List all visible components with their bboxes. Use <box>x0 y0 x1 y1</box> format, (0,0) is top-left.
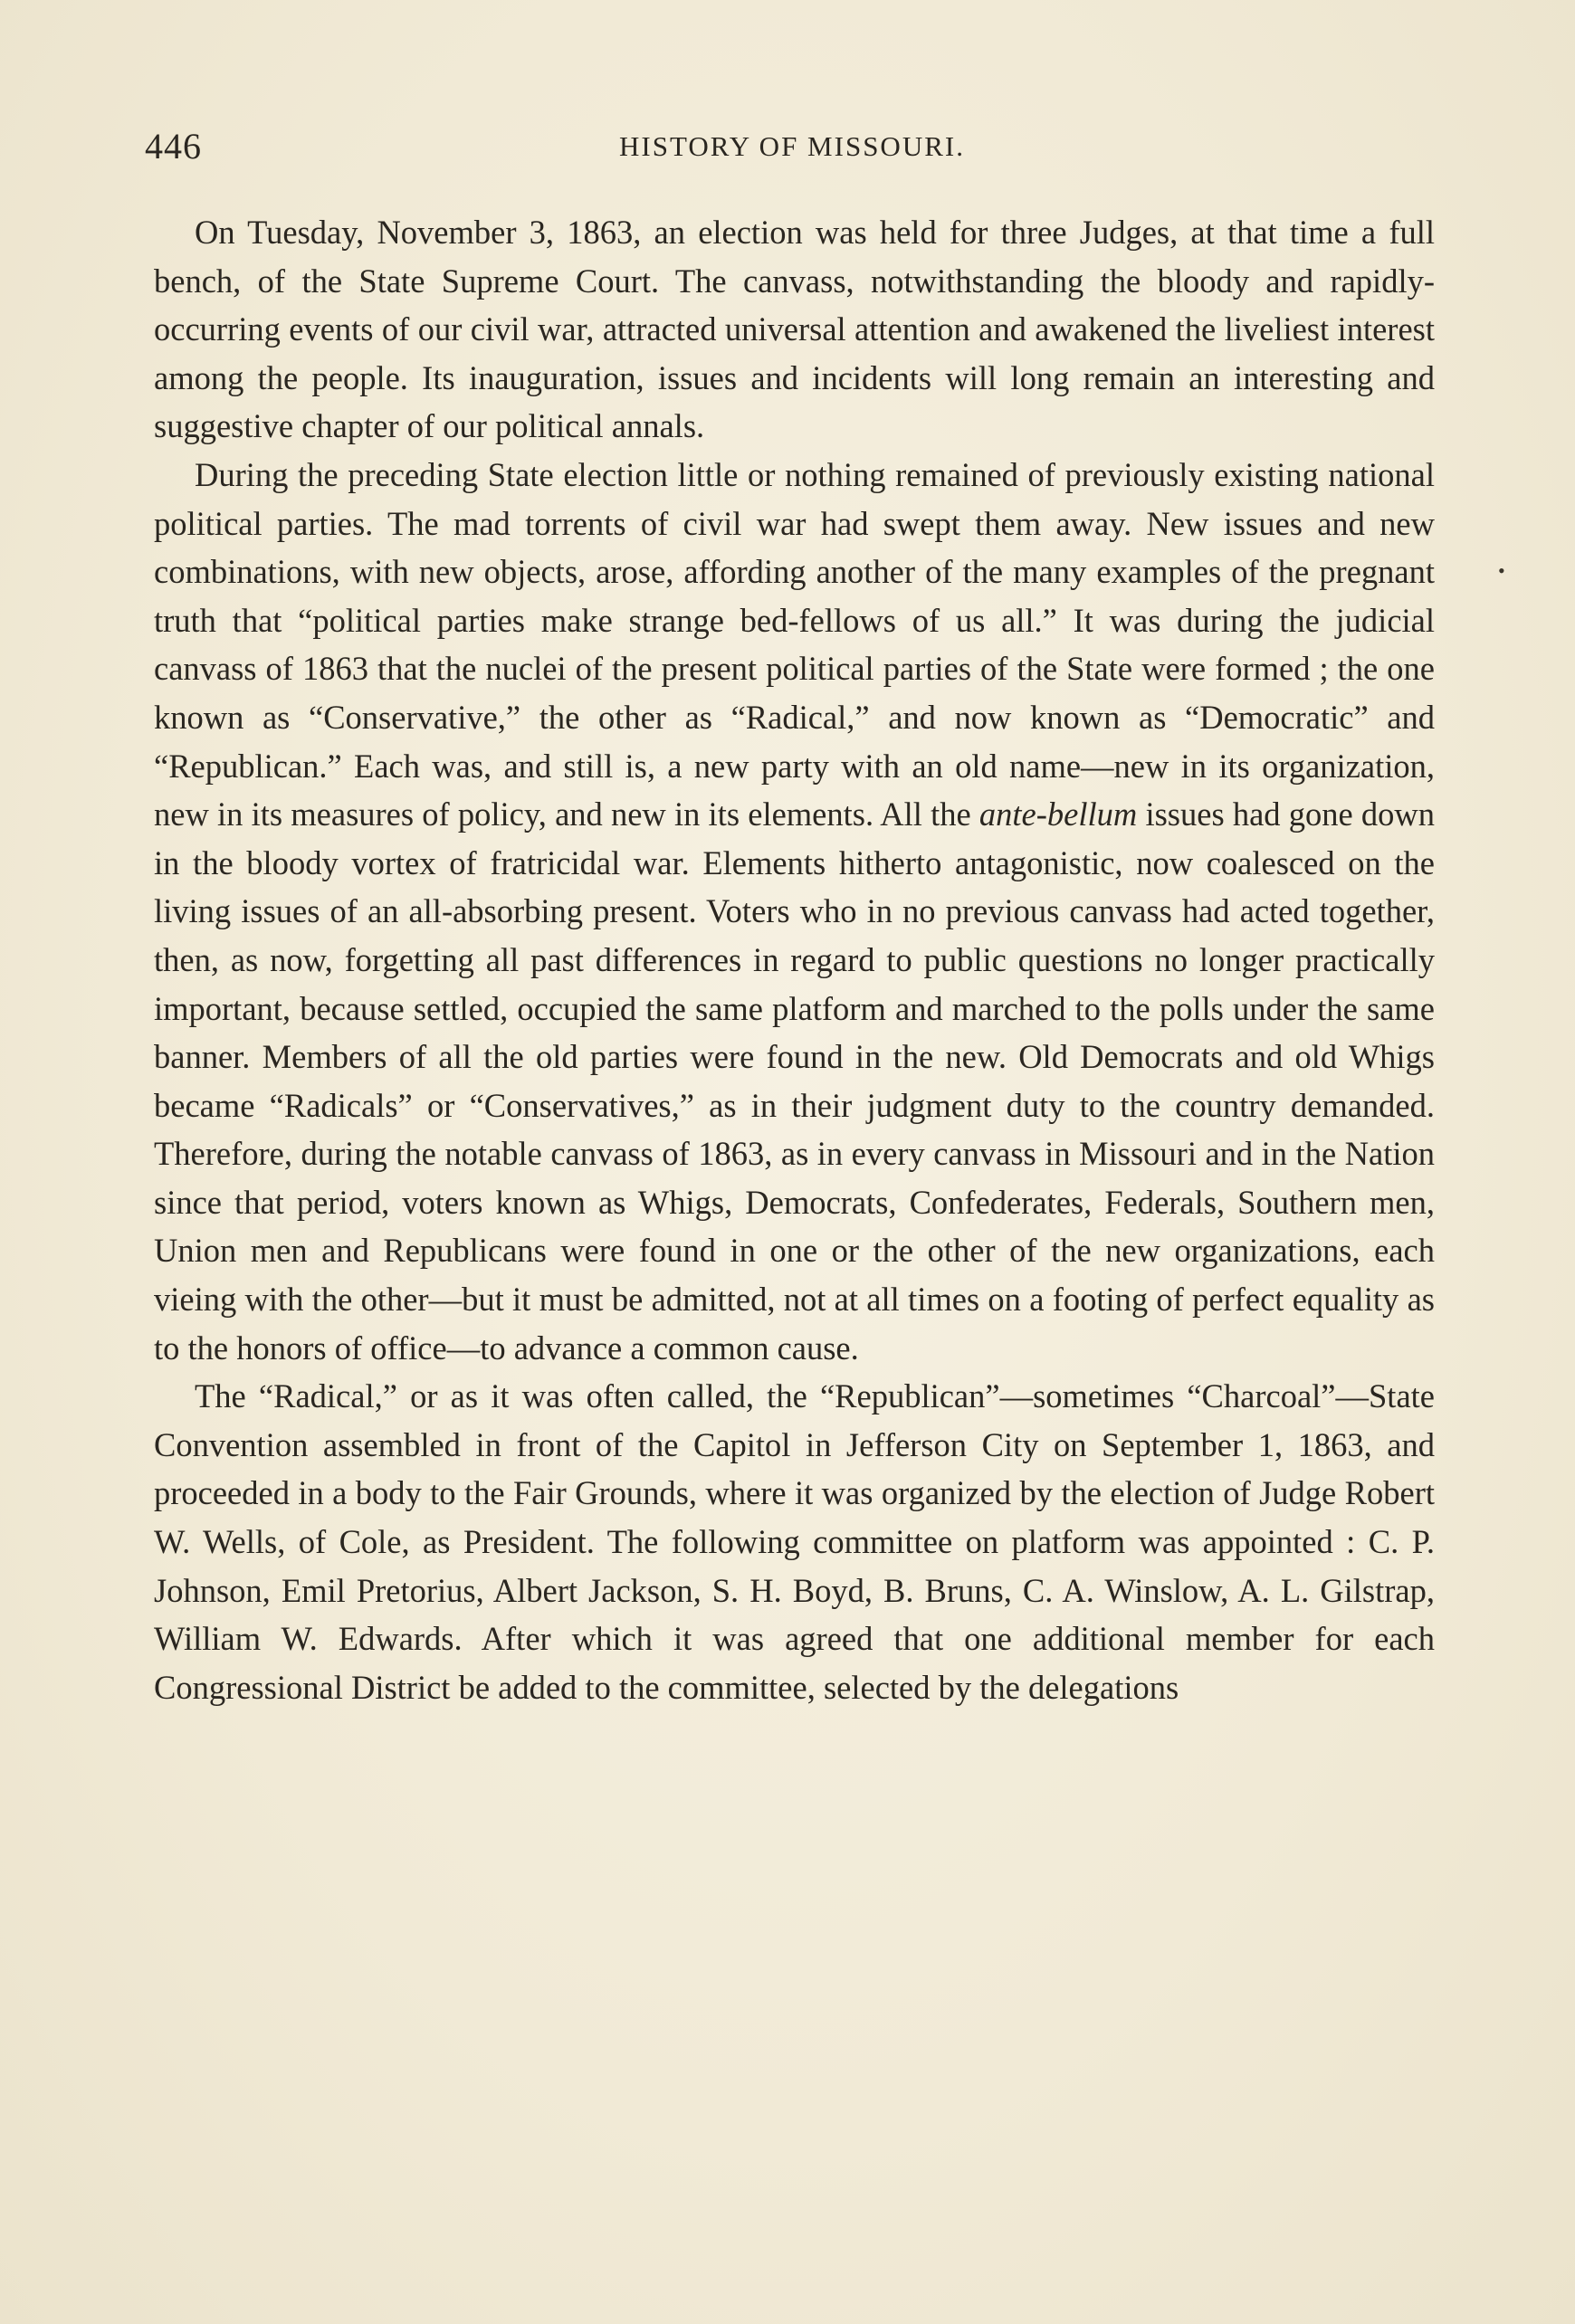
italic-term: ante-bellum <box>978 795 1138 833</box>
page-header <box>145 125 1439 170</box>
text-segment: During the preceding State election little or nothing remained of previously existing national political parties. The mad torrents of civil war had swept them away. New issues and new combinations, with new objects, arose, affording another of the many examples of the pregnant truth that “political parties make strange bed-fellows of us all.” It was during the judicial canvass of 1863 that the nuclei of the present political parties of the State were formed ; the one known as “Conservative,” the other as “Radical,” and now known as “Democratic” and “Republican.” Each was, and still is, a new party with an old name—new in its organization, new in its measures of policy, and new in its elements. All the <box>154 455 1435 833</box>
margin-mark: • <box>1498 559 1505 582</box>
paragraph <box>154 451 1435 1372</box>
paragraph <box>154 1372 1435 1711</box>
text-segment: issues had gone down in the bloody vortex of fratricidal war. Elements hitherto antagonistic, now coalesced on the living issues of an all-absorbing present. Voters who in no previous canvass had acted together, then, as now, forgetting all past differences in regard to public questions no longer practically important, because settled, occupied the same platform and marched to the polls under the same banner. Members of all the old parties were found in the new. Old Democrats and old Whigs became “Radicals” or “Conservatives,” as in their judgment duty to the country demanded. Therefore, during the notable canvass of 1863, as in every canvass in Missouri and in the Nation since that period, voters known as Whigs, Democrats, Confederates, Federals, Southern men, Union men and Republicans were found in one or the other of the new organizations, each vieing with the other—but it must be admitted, not at all times on a footing of perfect equality as to the honors of office—to advance a common cause. <box>154 795 1436 1367</box>
running-title: HISTORY OF MISSOURI. <box>619 130 965 162</box>
body-text <box>154 208 1435 1711</box>
text-segment: The “Radical,” or as it was often called, the “Republican”—sometimes “Charcoal”—State Convention assembled in front of the Capitol in Jefferson City on September 1, 1863, and proceeded in a body to the Fair Grounds, where it was organized by the election of Judge Robert W. Wells, of Cole, as President. The following committee on platform was appointed : C. P. Johnson, Emil Pretorius, Albert Jackson, S. H. Boyd, B. Bruns, C. A. Winslow, A. L. Gilstrap, William W. Edwards. After which it was agreed that one additional member for each Congressional District be added to the committee, selected by the delegations <box>154 1377 1435 1706</box>
page-number: 446 <box>145 126 202 167</box>
text-segment: On Tuesday, November 3, 1863, an election was held for three Judges, at that time a full bench, of the State Supreme Court. The canvass, notwithstanding the bloody and rapidly-occurring events of our civil war, attracted universal attention and awakened the liveliest interest among the people. Its inauguration, issues and incidents will long remain an interesting and suggestive chapter of our political annals. <box>154 214 1435 445</box>
paragraph <box>154 208 1435 451</box>
